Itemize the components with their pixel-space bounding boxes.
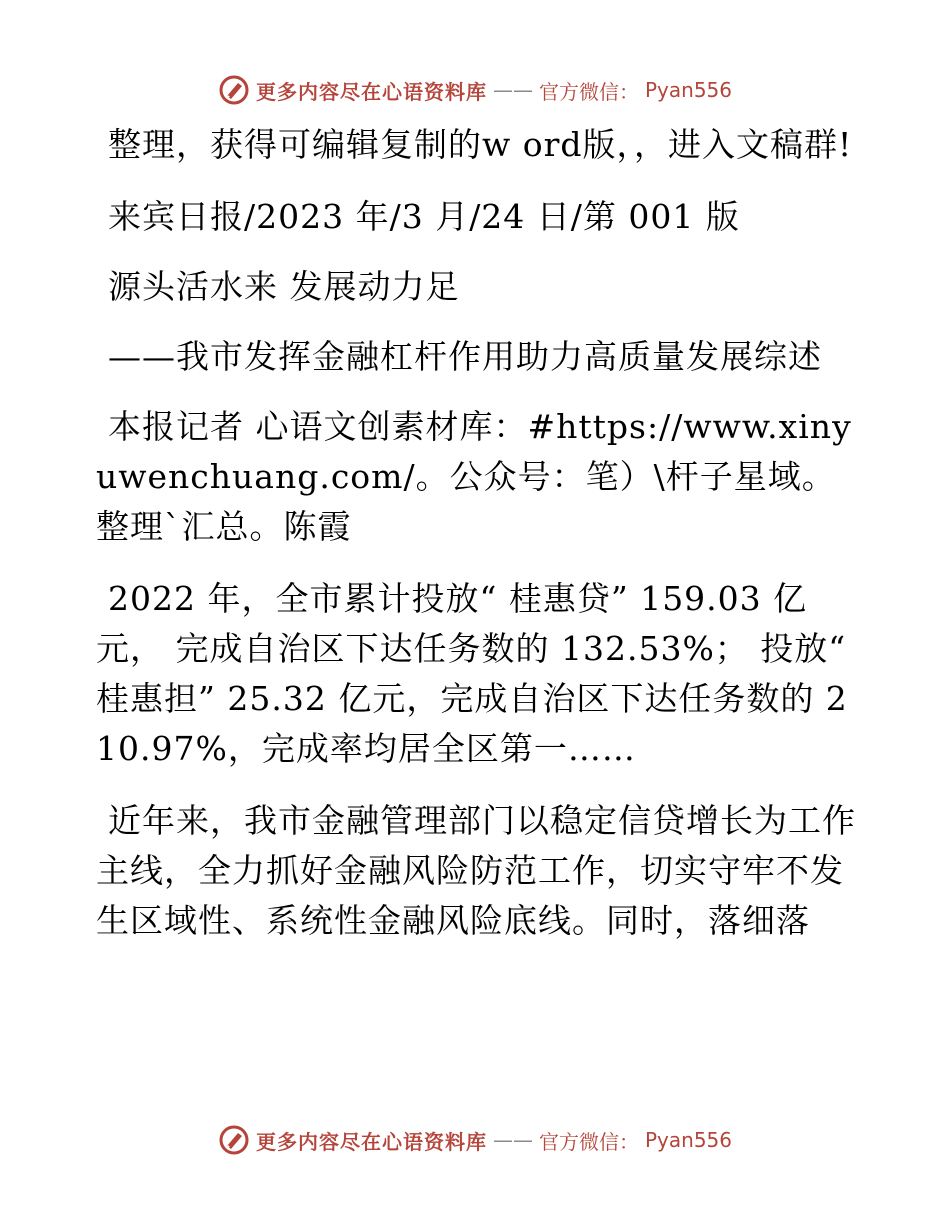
header-watermark	[0, 70, 950, 110]
watermark-wechat-id: Pyan556	[644, 78, 732, 102]
paragraph-body: 近年来，我市金融管理部门以稳定信贷增长为工作主线，全力抓好金融风险防范工作，切实守牢不发生区域性、系统性金融风险底线。同时，落细落	[96, 801, 856, 940]
watermark-wechat-id: Pyan556	[644, 1128, 732, 1152]
watermark-contact-label: 官方微信：	[538, 1129, 639, 1154]
watermark-main-text: 更多内容尽在心语资料库	[255, 79, 487, 104]
article-subheadline: ——我市发挥金融杠杆作用助力高质量发展综述	[108, 337, 822, 376]
paragraph-statistics: 2022 年，全市累计投放“ 桂惠贷” 159.03 亿元， 完成自治区下达任务数的 132.53%； 投放“ 桂惠担” 25.32 亿元，完成自治区下达任务数的 210.97%，完成率均居全区第一……	[96, 579, 848, 768]
pen-logo-icon	[218, 1124, 250, 1156]
paragraph-source: 来宾日报/2023 年/3 月/24 日/第 001 版	[108, 197, 740, 236]
watermark-dash: ——	[492, 1128, 533, 1152]
watermark-main-text: 更多内容尽在心语资料库	[255, 1129, 487, 1154]
pen-logo-icon	[218, 74, 250, 106]
article-headline: 源头活水来 发展动力足	[108, 267, 460, 306]
document-body	[96, 120, 856, 968]
paragraph-intro: 整理，获得可编辑复制的w ord版，，进入文稿群!	[108, 125, 853, 164]
paragraph-byline: 本报记者 心语文创素材库：#https://www.xinyuwenchuang.com/。公众号：笔）\杆子星域。整理`汇总。陈霞	[96, 407, 852, 546]
watermark-dash: ——	[492, 78, 533, 102]
footer-watermark	[0, 1120, 950, 1160]
watermark-contact-label: 官方微信：	[538, 79, 639, 104]
